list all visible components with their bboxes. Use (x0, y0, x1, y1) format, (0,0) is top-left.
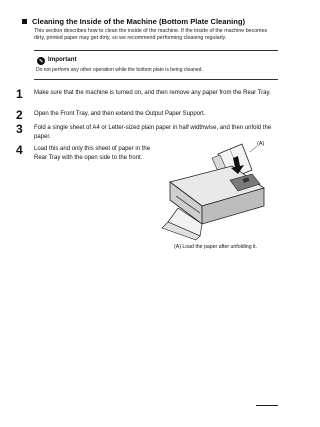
figure-caption: (A) Load the paper after unfolding it. (174, 244, 258, 250)
printer-illustration (160, 136, 280, 241)
step-number: 1 (16, 87, 23, 101)
important-title: Important (48, 56, 77, 63)
step-text: Open the Front Tray, and then extend the Output Paper Support. (34, 111, 206, 117)
important-text: Do not perform any other operation while the bottom plate is being cleaned. (36, 67, 203, 73)
step-text: Fold a single sheet of A4 or Letter-sized plain paper in half widthwise, and then unfold the paper. (34, 125, 272, 140)
step-text: Make sure that the machine is turned on, and then remove any paper from the Rear Tray. (34, 90, 271, 96)
section-intro: This section describes how to clean the inside of the machine. If the inside of the machine becomes dirty, printed paper may get dirty, so we recommend performing cleaning regularly. (34, 28, 268, 41)
step-number: 4 (16, 143, 23, 157)
step-text: Load this and only this sheet of paper in the Rear Tray with the open side to the front. (34, 146, 151, 161)
footer-rule (256, 405, 278, 406)
square-bullet-icon (22, 19, 27, 24)
step-number: 2 (16, 108, 23, 122)
prohibition-icon (37, 57, 45, 65)
step-number: 3 (16, 122, 23, 136)
section-title-text: Cleaning the Inside of the Machine (Bottom Plate Cleaning) (32, 17, 246, 26)
figure-callout-label: (A) (257, 141, 265, 147)
important-note (34, 50, 278, 80)
section-heading (22, 17, 245, 26)
